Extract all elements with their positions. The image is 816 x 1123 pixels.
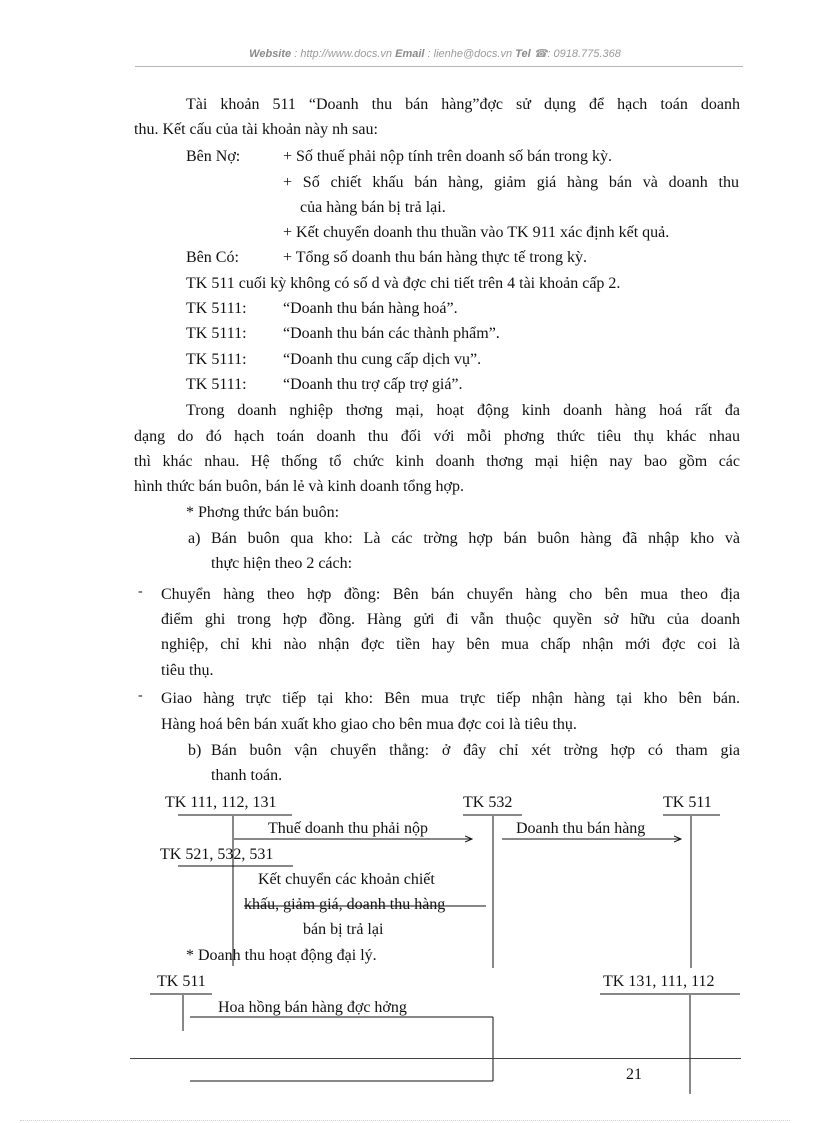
section-heading: * Doanh thu hoạt động đại lý. (186, 947, 377, 964)
page-header: Website : http://www.docs.vn Email : lienhe@docs.vn Tel ☎: 0918.775.368 (249, 48, 621, 60)
list-item: tiêu thụ. (161, 662, 214, 679)
section-heading: * Phơng thức bán buôn: (186, 504, 340, 521)
sub-account-code: TK 5111: (186, 351, 247, 368)
t-account-label: TK 111, 112, 131 (165, 794, 277, 811)
bullet-dash: - (138, 688, 143, 703)
paragraph-line: TK 511 cuối kỳ không có số d và đợc chi tiết trên 4 tài khoản cấp 2. (186, 275, 621, 292)
footer-rule (130, 1058, 741, 1059)
debit-item: + Kết chuyển doanh thu thuần vào TK 911 xác định kết quả. (283, 224, 670, 241)
debit-item: + Số chiết khấu bán hàng, giảm giá hàng bán và doanh thu (283, 174, 739, 191)
tel-label: Tel (515, 48, 531, 60)
paragraph-line: Trong doanh nghiệp thơng mại, hoạt động kinh doanh hàng hoá rất đa (186, 402, 740, 419)
list-marker: b) (188, 742, 202, 759)
t-account-label: TK 511 (157, 973, 206, 990)
flow-label: Kết chuyển các khoản chiết (258, 871, 435, 888)
flow-label: Hoa hồng bán hàng đợc hởng (218, 999, 407, 1016)
phone-icon: ☎ (533, 48, 548, 60)
sub-account-name: “Doanh thu trợ cấp trợ giá”. (283, 376, 463, 393)
website-label: Website (249, 48, 292, 60)
list-item: Bán buôn vận chuyển thẳng: ở đây chỉ xét trờng hợp có tham gia (211, 742, 740, 759)
list-item: thực hiện theo 2 cách: (211, 555, 353, 572)
email-value[interactable]: lienhe@docs.vn (433, 48, 513, 60)
list-item: Chuyển hàng theo hợp đồng: Bên bán chuyển hàng cho bên mua theo địa (161, 586, 740, 603)
sub-account-name: “Doanh thu bán các thành phẩm”. (283, 325, 500, 342)
paragraph-line: dạng do đó hạch toán doanh thu đối với mỗi phơng thức tiêu thụ khác nhau (134, 428, 740, 445)
flow-label: Thuế doanh thu phải nộp (268, 820, 428, 837)
credit-label: Bên Có: (186, 249, 239, 266)
list-item: điểm ghi trong hợp đồng. Hàng gửi đi vẫn thuộc quyền sở hữu của doanh (161, 611, 740, 628)
bullet-dash: - (138, 584, 143, 599)
flow-label: Doanh thu bán hàng (516, 820, 646, 837)
t-account-label: TK 511 (663, 794, 712, 811)
email-label: Email (395, 48, 425, 60)
paragraph-line: thu. Kết cấu của tài khoản này nh sau: (134, 121, 378, 138)
paragraph-line: hình thức bán buôn, bán lẻ và kinh doanh tổng hợp. (134, 478, 464, 495)
paragraph-line: Tài khoản 511 “Doanh thu bán hàng”đợc sử dụng để hạch toán doanh (186, 96, 740, 113)
t-account-label: TK 532 (463, 794, 513, 811)
list-item: thanh toán. (211, 767, 283, 784)
website-value[interactable]: http://www.docs.vn (300, 48, 393, 60)
flow-label: khấu, giảm giá, doanh thu hàng (244, 896, 446, 913)
debit-item: + Số thuế phải nộp tính trên doanh số bán trong kỳ. (283, 148, 612, 165)
t-account-label: TK 521, 532, 531 (160, 846, 274, 863)
list-item: nghiệp, chỉ khi nào nhận đợc tiền hay bên mua chấp nhận mới đợc coi là (161, 636, 740, 653)
t-account-label: TK 131, 111, 112 (603, 973, 715, 990)
sub-account-code: TK 5111: (186, 300, 247, 317)
list-item: Bán buôn qua kho: Là các trờng hợp bán buôn hàng đã nhập kho và (211, 530, 740, 547)
flow-label: bán bị trả lại (303, 921, 384, 938)
paragraph-line: thì khác nhau. Hệ thống tổ chức kinh doanh thơng mại hiện nay bao gồm các (134, 453, 740, 470)
page-number: 21 (626, 1066, 642, 1083)
list-marker: a) (188, 530, 201, 547)
list-item: Hàng hoá bên bán xuất kho giao cho bên mua đợc coi là tiêu thụ. (161, 716, 577, 733)
list-item: Giao hàng trực tiếp tại kho: Bên mua trực tiếp nhận hàng tại kho bên bán. (161, 690, 740, 707)
sub-account-code: TK 5111: (186, 325, 247, 342)
credit-item: + Tổng số doanh thu bán hàng thực tế trong kỳ. (283, 249, 588, 266)
debit-label: Bên Nợ: (186, 148, 241, 165)
tel-value: 0918.775.368 (553, 48, 621, 60)
sub-account-name: “Doanh thu cung cấp dịch vụ”. (283, 351, 482, 368)
page-edge (20, 1120, 790, 1121)
sub-account-code: TK 5111: (186, 376, 247, 393)
debit-item: của hàng bán bị trả lại. (300, 199, 446, 216)
sub-account-name: “Doanh thu bán hàng hoá”. (283, 300, 458, 317)
